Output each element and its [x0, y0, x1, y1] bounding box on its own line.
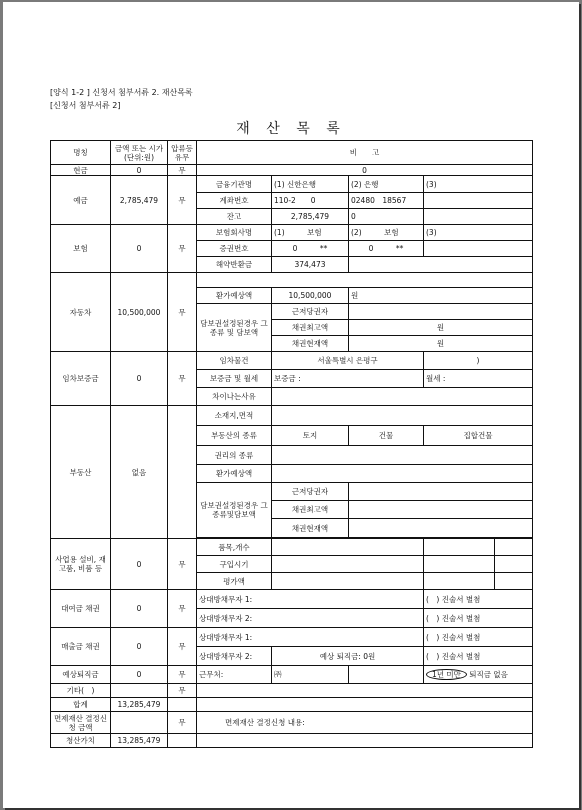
refund-label: 해약반환금 — [197, 257, 272, 273]
car-amount: 10,500,000 — [111, 273, 168, 352]
car-holder-value — [349, 304, 533, 320]
car-max-value: 원 — [349, 320, 533, 336]
severance-work-mark: ㈜ — [272, 666, 349, 684]
balance-1: 2,785,479 — [272, 209, 349, 225]
severance-status: 1년 미만 퇴직금 없음 — [424, 666, 533, 684]
realty-right-value — [272, 446, 533, 465]
cash-remarks: 0 — [197, 165, 533, 176]
total-row — [51, 698, 533, 712]
loan-debtor-2: 상대방채무자 2: — [197, 609, 424, 628]
equipment-date-label: 구입시기 — [197, 556, 272, 573]
cash-name: 현금 — [51, 165, 111, 176]
sales-amount: 0 — [111, 628, 168, 666]
loan-amount: 0 — [111, 590, 168, 628]
balance-3 — [424, 209, 533, 225]
exempt-lien: 무 — [168, 712, 197, 734]
col-amount: 금액 또는 시가(단위:원) — [111, 141, 168, 165]
lease-diff-value — [272, 388, 533, 406]
severance-amount: 0 — [111, 666, 168, 684]
deposit-amount: 2,785,479 — [111, 176, 168, 225]
realty-cur-value — [349, 519, 533, 538]
refund-value: 374,473 — [272, 257, 349, 273]
document-title: 재 산 목 록 — [236, 121, 346, 137]
refund-empty — [349, 257, 533, 273]
sales-debtor-2: 상대방채무자 2: — [197, 647, 272, 666]
severance-name: 예상퇴직금 — [51, 666, 111, 684]
lease-object-value: 서울특별시 은평구 — [272, 352, 424, 370]
bank-label: 금융기관명 — [197, 176, 272, 193]
realty-right-label: 권리의 종류 — [197, 446, 272, 465]
sales-debtor-1: 상대방채무자 1: — [197, 628, 424, 647]
total-name: 합계 — [51, 698, 111, 712]
equipment-value-label: 평가액 — [197, 573, 272, 590]
form-label: [양식 1-2 ] 신청서 첨부서류 2. 재산목록 — [50, 88, 193, 97]
deposit-lien: 무 — [168, 176, 197, 225]
insurance-row — [51, 225, 533, 241]
loan-debtor-1: 상대방채무자 1: — [197, 590, 424, 609]
cash-lien: 무 — [168, 165, 197, 176]
car-lien: 무 — [168, 273, 197, 352]
liquidation-row — [51, 734, 533, 748]
realty-lien — [168, 406, 197, 539]
car-row — [51, 273, 533, 288]
lease-row — [51, 352, 533, 370]
insurer-2: (2) 보험 — [349, 225, 424, 241]
realty-cur-label: 채권현재액 — [272, 519, 349, 538]
car-exchange-value: 10,500,000 — [272, 288, 349, 304]
col-name: 명칭 — [51, 141, 111, 165]
realty-exchange-value — [272, 465, 533, 483]
realty-kind-land: 토지 — [272, 426, 349, 446]
asset-table — [50, 140, 533, 748]
loan-row — [51, 590, 533, 609]
loan-note-2: ( ) 진술서 별첨 — [424, 609, 533, 628]
insurer-3: (3) — [424, 225, 533, 241]
policy-1: 0 ** — [272, 241, 349, 257]
policy-3 — [424, 241, 533, 257]
account-3 — [424, 193, 533, 209]
lease-object-label: 임차물건 — [197, 352, 272, 370]
total-amount: 13,285,479 — [111, 698, 168, 712]
lease-deposit-label: 보증금 및 월세 — [197, 370, 272, 388]
sales-lien: 무 — [168, 628, 197, 666]
cash-row — [51, 165, 533, 176]
insurance-lien: 무 — [168, 225, 197, 273]
realty-row — [51, 406, 533, 426]
balance-label: 잔고 — [197, 209, 272, 225]
exempt-row — [51, 712, 533, 734]
equipment-row — [51, 539, 533, 556]
other-name: 기타( ) — [51, 684, 111, 698]
loan-name: 대여금 채권 — [51, 590, 111, 628]
car-blank — [197, 273, 533, 288]
car-mortgage-label: 담보권설정된경우 그 종류 및 담보액 — [197, 304, 272, 352]
insurer-label: 보험회사명 — [197, 225, 272, 241]
policy-label: 증권번호 — [197, 241, 272, 257]
car-cur-label: 채권현재액 — [272, 336, 349, 352]
car-name: 자동차 — [51, 273, 111, 352]
balance-2: 0 — [349, 209, 424, 225]
realty-amount: 없음 — [111, 406, 168, 539]
car-cur-value: 원 — [349, 336, 533, 352]
lease-diff-label: 차이나는사유 — [197, 388, 272, 406]
equipment-lien: 무 — [168, 539, 197, 590]
severance-lien: 무 — [168, 666, 197, 684]
car-max-label: 채권최고액 — [272, 320, 349, 336]
sales-severance-note: 예상 퇴직금: 0원 — [272, 647, 424, 666]
car-won: 원 — [349, 288, 533, 304]
col-remarks: 비 고 — [197, 141, 533, 165]
bank-3: (3) — [424, 176, 533, 193]
account-1: 110-2 0 — [272, 193, 349, 209]
lease-lien: 무 — [168, 352, 197, 406]
equipment-amount: 0 — [111, 539, 168, 590]
deposit-row — [51, 176, 533, 193]
realty-name: 부동산 — [51, 406, 111, 539]
realty-location-value — [272, 406, 533, 426]
car-holder-label: 근저당권자 — [272, 304, 349, 320]
cash-amount: 0 — [111, 165, 168, 176]
insurance-amount: 0 — [111, 225, 168, 273]
realty-location-label: 소재지,면적 — [197, 406, 272, 426]
insurer-1: (1) 보험 — [272, 225, 349, 241]
lease-deposit-value: 보증금 : — [272, 370, 424, 388]
lease-name: 임차보증금 — [51, 352, 111, 406]
lease-rent-value: 월세 : — [424, 370, 533, 388]
realty-holder-value — [349, 483, 533, 501]
policy-2: 0 ** — [349, 241, 424, 257]
deposit-name: 예금 — [51, 176, 111, 225]
realty-kind-aggregate: 집합건물 — [424, 426, 533, 446]
realty-holder-label: 근저당권자 — [272, 483, 349, 501]
header-row — [51, 141, 533, 165]
realty-max-label: 채권최고액 — [272, 501, 349, 519]
under-year-circle: 1년 미만 — [426, 669, 467, 680]
attachment-label: [신청서 첨부서류 2] — [50, 101, 121, 110]
realty-kind-label: 부동산의 종류 — [197, 426, 272, 446]
col-lien: 압류등 유무 — [168, 141, 197, 165]
account-2: 02480 18567 — [349, 193, 424, 209]
lease-object-paren: ) — [424, 352, 533, 370]
equipment-items-label: 품목,개수 — [197, 539, 272, 556]
bank-2: (2) 은행 — [349, 176, 424, 193]
severance-row — [51, 666, 533, 684]
loan-lien: 무 — [168, 590, 197, 628]
exempt-name: 면제재산 결정신청 금액 — [51, 712, 111, 734]
loan-note-1: ( ) 진술서 별첨 — [424, 590, 533, 609]
equipment-name: 사업용 설비, 재고품, 비품 등 — [51, 539, 111, 590]
bank-1: (1) 신한은행 — [272, 176, 349, 193]
other-lien: 무 — [168, 684, 197, 698]
sales-row — [51, 628, 533, 647]
account-label: 계좌번호 — [197, 193, 272, 209]
realty-kind-building: 건물 — [349, 426, 424, 446]
sales-note-2: ( ) 진술서 별첨 — [424, 647, 533, 666]
lease-amount: 0 — [111, 352, 168, 406]
sales-note-1: ( ) 진술서 별첨 — [424, 628, 533, 647]
sales-name: 매출금 채권 — [51, 628, 111, 666]
exempt-remarks: 면제재산 결정신청 내용: — [197, 712, 533, 734]
realty-max-value — [349, 501, 533, 519]
realty-exchange-label: 환가예상액 — [197, 465, 272, 483]
severance-work-label: 근무처: — [197, 666, 272, 684]
liquidation-name: 청산가치 — [51, 734, 111, 748]
insurance-name: 보험 — [51, 225, 111, 273]
liquidation-amount: 13,285,479 — [111, 734, 168, 748]
realty-mortgage-label: 담보권설정된경우 그종류및담보액 — [197, 483, 272, 538]
other-row — [51, 684, 533, 698]
car-exchange-label: 환가예상액 — [197, 288, 272, 304]
